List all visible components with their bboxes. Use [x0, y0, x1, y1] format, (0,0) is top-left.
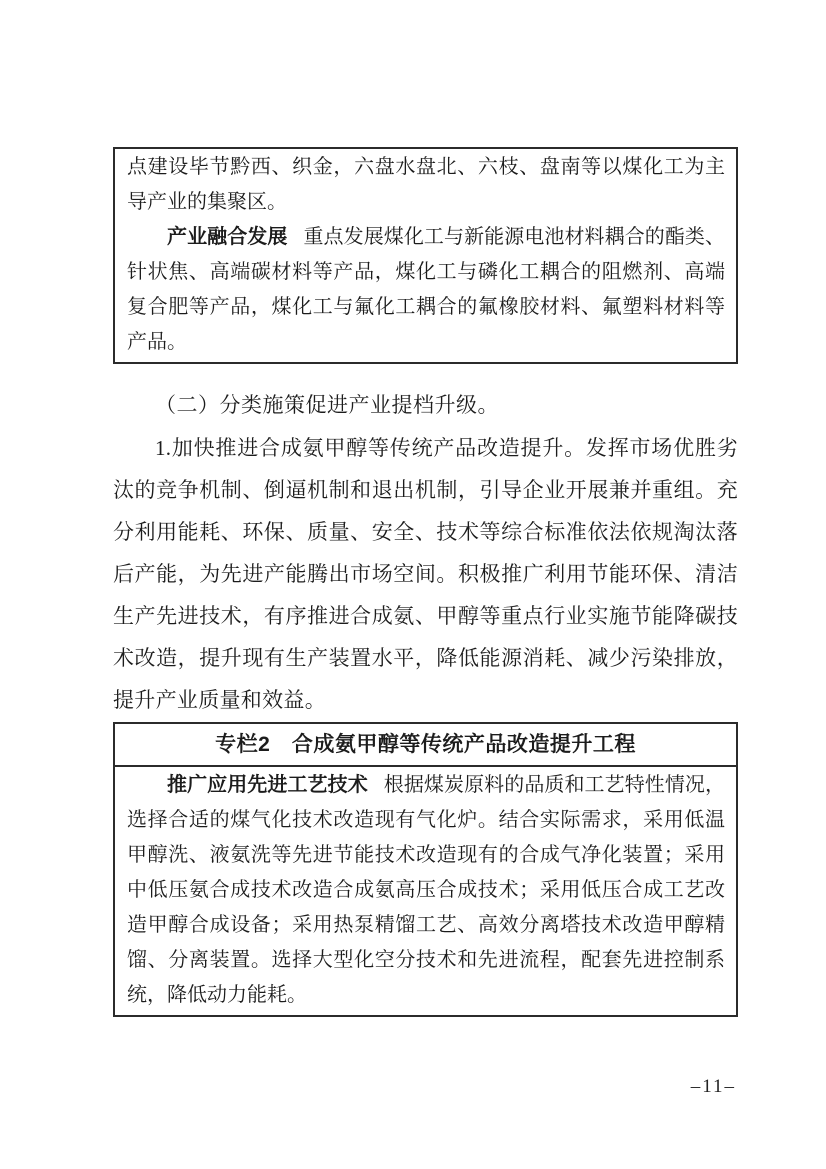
continuation-feature-box	[113, 147, 738, 364]
feature-box-body	[115, 767, 736, 1015]
feature-box-title: 专栏2 合成氨甲醇等传统产品改造提升工程	[115, 724, 736, 767]
page-number: –11–	[690, 1076, 736, 1097]
feature-box-paragraph	[127, 768, 725, 1013]
feature-box-lead-label: 推广应用先进工艺技术	[167, 774, 368, 796]
feature-box-zhuanlan2	[113, 722, 738, 1017]
section-heading: （二）分类施策促进产业提档升级。	[155, 393, 499, 417]
continuation-paragraph: 点建设毕节黔西、织金，六盘水盘北、六枝、盘南等以煤化工为主导产业的集聚区。	[127, 156, 725, 213]
body-paragraph-1: 1.加快推进合成氨甲醇等传统产品改造提升。发挥市场优胜劣汰的竞争机制、倒逼机制和退出机制，引导企业开展兼并重组。充分利用能耗、环保、质量、安全、技术等综合标准依法依规淘汰落后产能，为先进产能腾出市场空间。积极推广利用节能环保、清洁生产先进技术，有序推进合成氨、甲醇等重点行业实施节能降碳技术改造，提升现有生产装置水平，降低能源消耗、减少污染排放，提升产业质量和效益。	[113, 436, 738, 712]
industry-fusion-lead-label: 产业融合发展	[167, 226, 288, 248]
industry-fusion-paragraph	[127, 220, 725, 360]
industry-fusion-text: 重点发展煤化工与新能源电池材料耦合的酯类、针状焦、高端碳材料等产品，煤化工与磷化工耦合的阻燃剂、高端复合肥等产品，煤化工与氟化工耦合的氟橡胶材料、氟塑料材料等产品。	[127, 226, 726, 353]
feature-box-text: 根据煤炭原料的品质和工艺特性情况，选择合适的煤气化技术改造现有气化炉。结合实际需求，采用低温甲醇洗、液氨洗等先进节能技术改造现有的合成气净化装置；采用中低压氨合成技术改造合成氨高压合成技术；采用低压合成工艺改造甲醇合成设备；采用热泵精馏工艺、高效分离塔技术改造甲醇精馏、分离装置。选择大型化空分技术和先进流程，配套先进控制系统，降低动力能耗。	[127, 774, 726, 1006]
continuation-box-body	[115, 149, 736, 362]
